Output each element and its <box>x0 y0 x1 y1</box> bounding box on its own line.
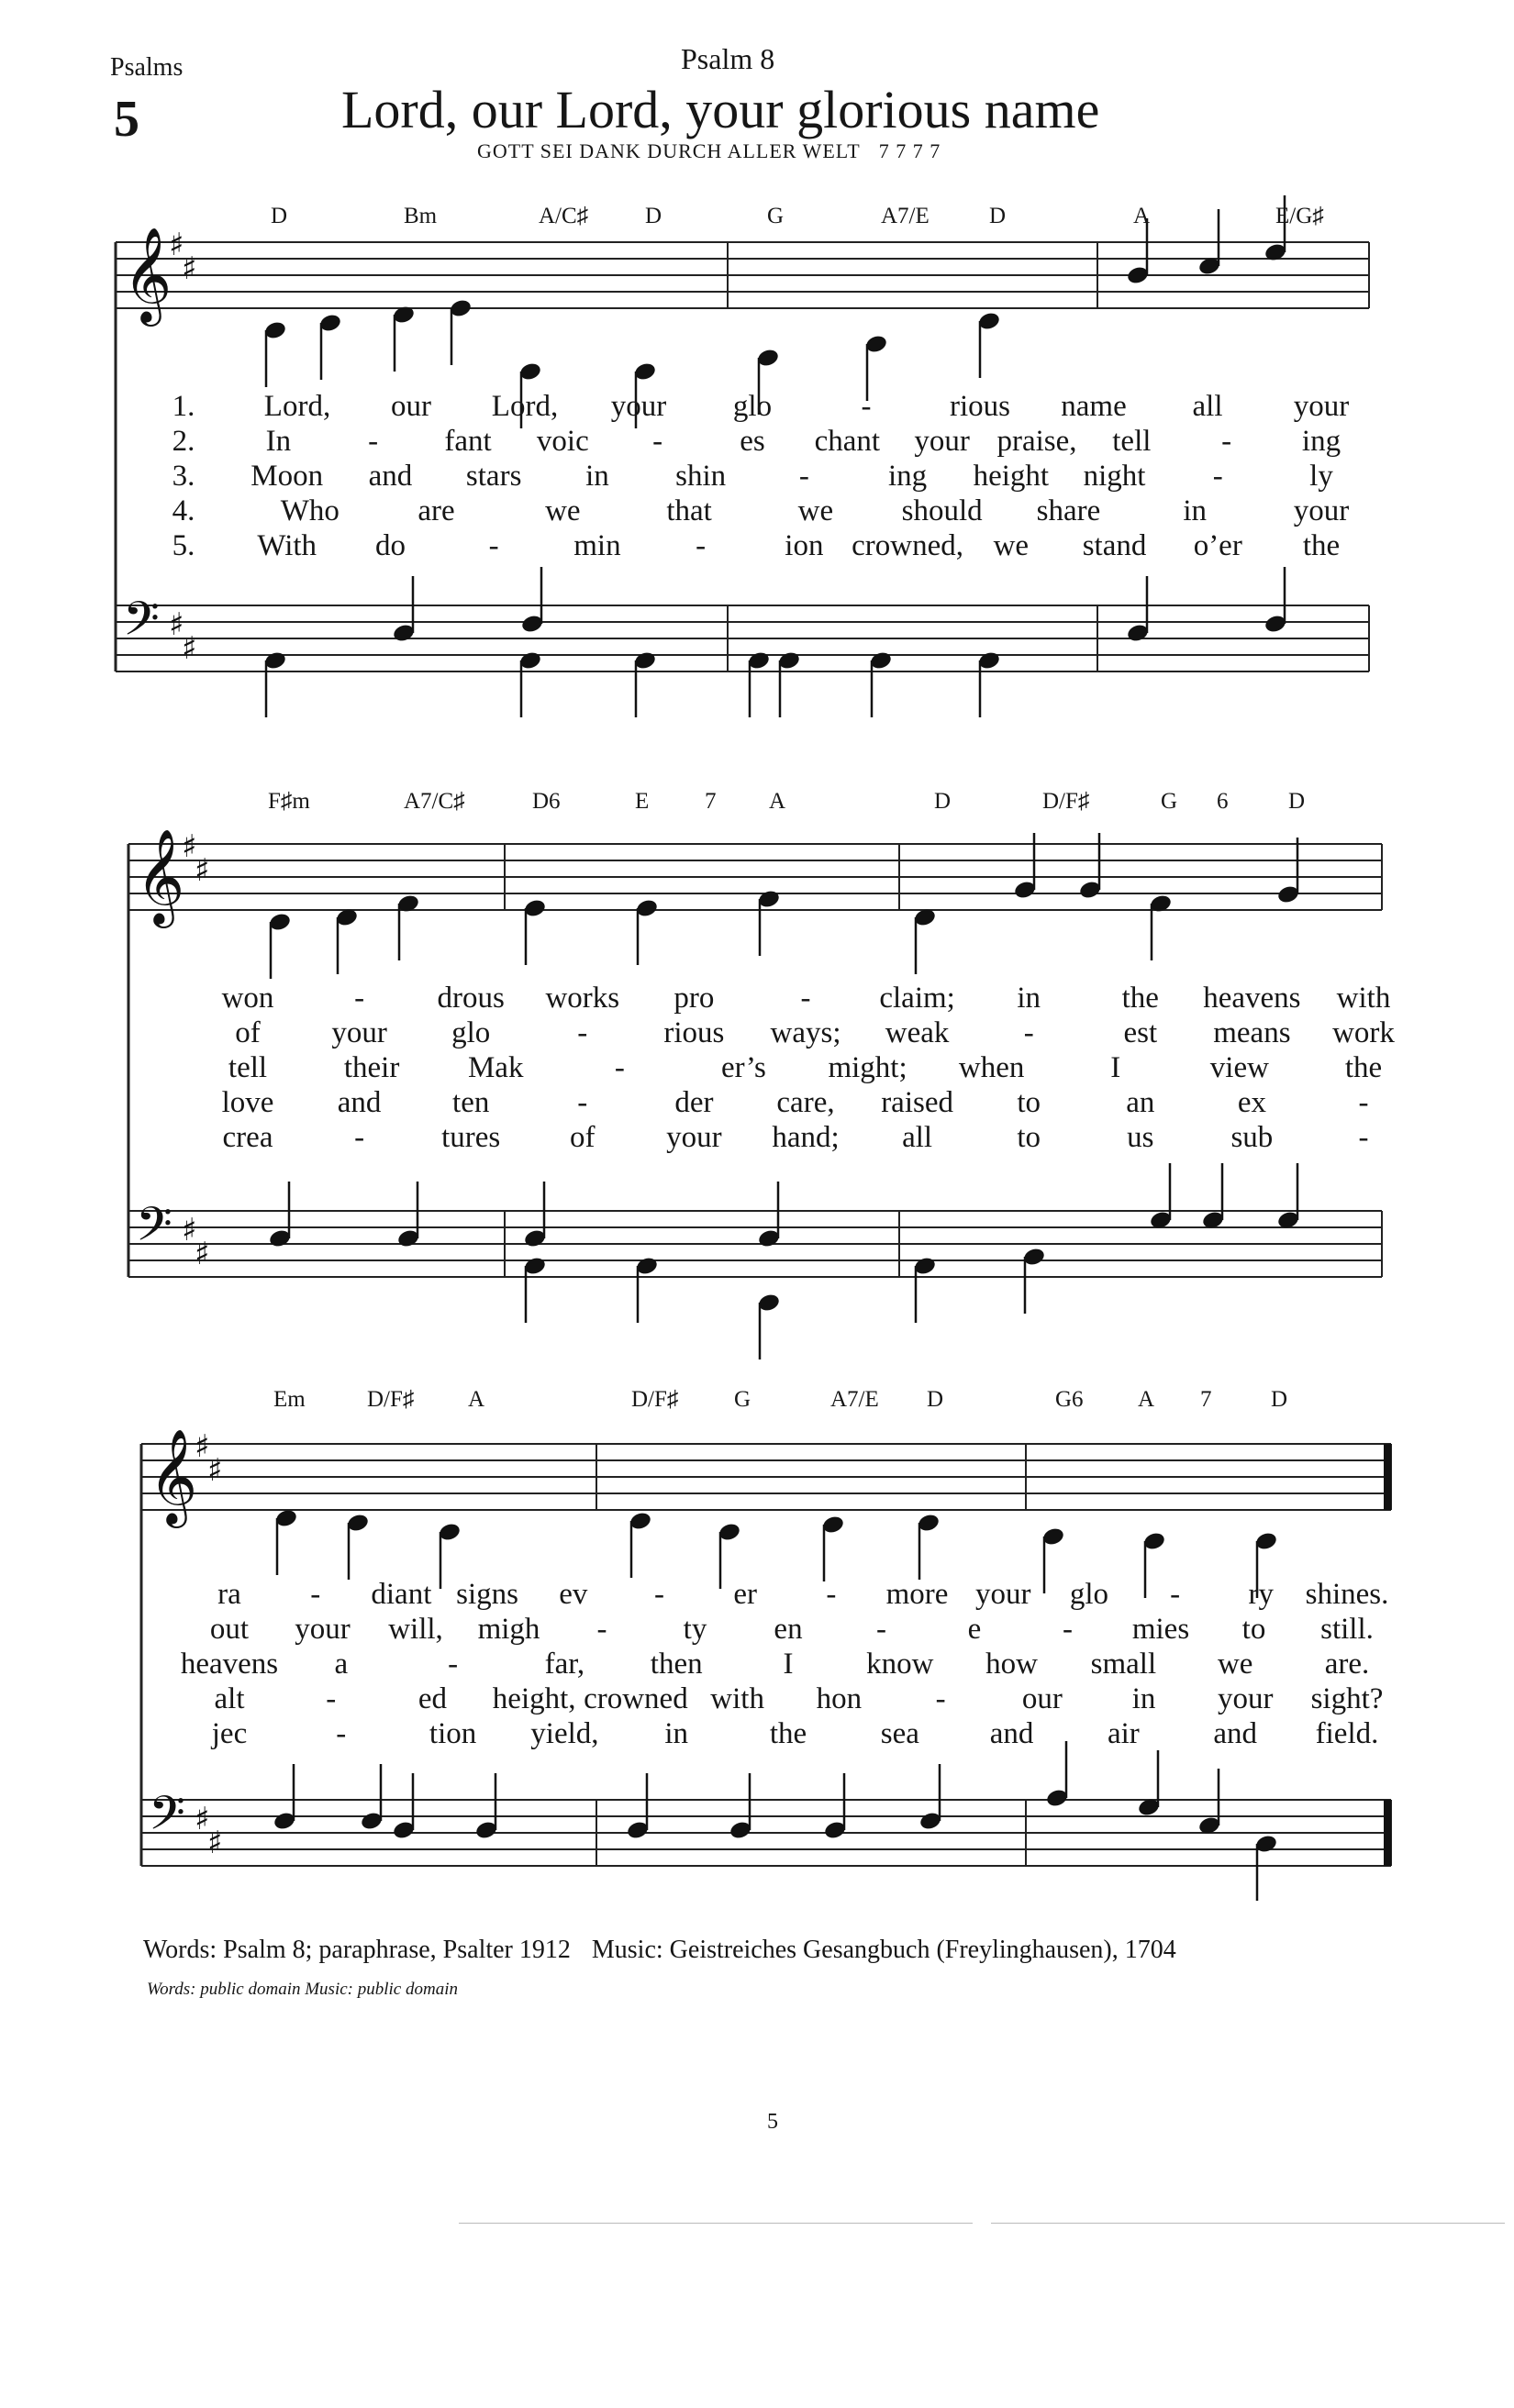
lyric-syllable: and <box>368 460 413 493</box>
lyric-syllable: out <box>209 1613 250 1646</box>
lyric-syllable: us <box>1127 1121 1154 1154</box>
lyric-syllable: - <box>614 1051 625 1084</box>
lyric-syllable: more <box>885 1578 949 1611</box>
chord-symbol: 6 <box>1217 789 1229 814</box>
chord-symbol: G <box>734 1387 751 1412</box>
lyric-syllable: works <box>545 982 620 1015</box>
lyric-syllable: stand <box>1082 529 1147 562</box>
lyric-syllable: care, <box>776 1086 835 1119</box>
key-signature-sharp-icon: ♯ <box>182 630 197 667</box>
lyric-syllable: view <box>1209 1051 1269 1084</box>
lyric-syllable: to <box>1241 1613 1266 1646</box>
lyric-syllable: shines. <box>1305 1578 1389 1611</box>
lyric-syllable: ra <box>217 1578 241 1611</box>
lyric-syllable: are. <box>1324 1648 1370 1681</box>
lyric-syllable: of <box>235 1016 261 1049</box>
page-number: 5 <box>767 2110 778 2134</box>
lyric-syllable: your <box>914 425 970 458</box>
chord-symbol: D <box>989 204 1007 228</box>
lyric-syllable: Who <box>280 494 340 527</box>
lyric-syllable: then <box>650 1648 703 1681</box>
lyric-syllable: work <box>1332 1016 1395 1049</box>
lyric-syllable: in <box>585 460 609 493</box>
lyric-syllable: rious <box>950 390 1010 423</box>
key-signature-sharp-icon: ♯ <box>195 1801 210 1837</box>
lyric-syllable: the <box>1121 982 1159 1015</box>
chord-symbol: A <box>1133 204 1151 228</box>
chord-symbol: D <box>271 204 288 228</box>
treble-clef-icon: 𝄞 <box>149 1428 198 1525</box>
lyric-syllable: With <box>257 529 317 562</box>
hymn-title: Lord, our Lord, your glorious name <box>341 80 1100 139</box>
lyric-syllable: means <box>1213 1016 1291 1049</box>
section-label: Psalms <box>110 53 184 82</box>
lyric-syllable: drous <box>437 982 505 1015</box>
lyric-syllable: in <box>1017 982 1041 1015</box>
lyric-syllable: voic <box>536 425 589 458</box>
chord-symbol: G <box>767 204 785 228</box>
lyric-syllable: an <box>1126 1086 1155 1119</box>
bass-clef-icon: 𝄢 <box>149 1785 185 1852</box>
lyric-syllable: and <box>1213 1717 1258 1750</box>
lyric-syllable: chant <box>814 425 881 458</box>
lyric-syllable: love <box>221 1086 274 1119</box>
lyric-syllable: name <box>1061 390 1127 423</box>
chord-symbol: D <box>645 204 662 228</box>
lyric-syllable: - <box>488 529 499 562</box>
chord-symbol: E <box>635 789 650 814</box>
chord-symbol: A7/E <box>830 1387 879 1412</box>
lyric-syllable: your <box>610 390 667 423</box>
chord-symbol: D <box>1288 789 1306 814</box>
lyric-syllable: - <box>326 1682 337 1715</box>
lyric-syllable: small <box>1090 1648 1157 1681</box>
key-signature-sharp-icon: ♯ <box>207 1452 223 1489</box>
key-signature-sharp-icon: ♯ <box>182 250 197 287</box>
lyric-syllable: ten <box>452 1086 490 1119</box>
treble-clef-icon: 𝄞 <box>136 828 185 925</box>
final-barline <box>1384 1800 1391 1866</box>
lyric-syllable: we <box>797 494 834 527</box>
words-credit: Words: Psalm 8; paraphrase, Psalter 1912 <box>143 1936 571 1964</box>
lyric-syllable: and <box>989 1717 1034 1750</box>
lyric-syllable: still. <box>1320 1613 1374 1646</box>
lyric-syllable: the <box>1344 1051 1383 1084</box>
lyric-syllable: their <box>343 1051 400 1084</box>
lyric-syllable: I <box>783 1648 794 1681</box>
key-signature-sharp-icon: ♯ <box>182 1212 197 1248</box>
lyric-syllable: all <box>902 1121 933 1154</box>
lyric-syllable: Moon <box>250 460 324 493</box>
key-signature-sharp-icon: ♯ <box>182 828 197 865</box>
lyric-syllable: all <box>1192 390 1223 423</box>
lyric-syllable: - <box>1212 460 1223 493</box>
lyric-syllable: your <box>1218 1682 1274 1715</box>
lyric-syllable: ly <box>1309 460 1333 493</box>
chord-symbol: A <box>769 789 786 814</box>
lyric-syllable: o’er <box>1193 529 1242 562</box>
lyric-syllable: - <box>354 1121 365 1154</box>
lyric-syllable: - <box>1063 1613 1073 1646</box>
lyric-syllable: Lord, <box>491 390 559 423</box>
lyric-syllable: Mak <box>467 1051 524 1084</box>
lyric-syllable: ev <box>559 1578 588 1611</box>
lyric-syllable: tell <box>228 1051 268 1084</box>
lyric-syllable: 4. <box>172 494 195 527</box>
chord-symbol: A7/E <box>881 204 930 228</box>
lyric-syllable: tion <box>429 1717 477 1750</box>
lyric-syllable: est <box>1123 1016 1158 1049</box>
lyric-syllable: to <box>1017 1086 1041 1119</box>
lyric-syllable: of <box>570 1121 596 1154</box>
lyric-syllable: ing <box>1301 425 1341 458</box>
lyric-syllable: night <box>1083 460 1146 493</box>
chord-symbol: A7/C♯ <box>404 789 465 814</box>
chord-symbol: D/F♯ <box>367 1387 415 1412</box>
lyric-syllable: ex <box>1237 1086 1266 1119</box>
lyric-syllable: are <box>417 494 455 527</box>
lyric-syllable: - <box>935 1682 946 1715</box>
lyric-syllable: air <box>1107 1717 1140 1750</box>
chord-symbol: A <box>1138 1387 1155 1412</box>
lyric-syllable: we <box>993 529 1030 562</box>
lyric-syllable: signs <box>456 1578 518 1611</box>
hymn-number: 5 <box>114 91 139 148</box>
lyric-syllable: ion <box>785 529 824 562</box>
chord-symbol: F♯m <box>268 789 310 814</box>
lyric-syllable: sight? <box>1310 1682 1384 1715</box>
lyric-syllable: with <box>710 1682 764 1715</box>
lyric-syllable: that <box>666 494 712 527</box>
chord-symbol: G6 <box>1055 1387 1084 1412</box>
lyric-syllable: yield, <box>530 1717 599 1750</box>
chord-symbol: A <box>468 1387 485 1412</box>
lyric-syllable: share <box>1036 494 1101 527</box>
lyric-syllable: won <box>221 982 274 1015</box>
lyric-syllable: migh <box>477 1613 540 1646</box>
lyric-syllable: your <box>1293 494 1350 527</box>
chord-symbol: G <box>1161 789 1178 814</box>
lyric-syllable: might; <box>828 1051 907 1084</box>
lyric-syllable: 5. <box>172 529 195 562</box>
lyric-syllable: to <box>1017 1121 1041 1154</box>
lyric-syllable: your <box>974 1578 1031 1611</box>
bass-clef-icon: 𝄢 <box>136 1196 173 1263</box>
copyright-note: Words: public domain Music: public domain <box>147 1980 458 1999</box>
lyric-syllable: 1. <box>172 390 195 423</box>
chord-symbol: D/F♯ <box>631 1387 679 1412</box>
chord-symbol: D <box>1271 1387 1288 1412</box>
lyric-syllable: jec <box>211 1717 248 1750</box>
chord-symbol: E/G♯ <box>1275 204 1324 228</box>
lyric-syllable: - <box>368 425 379 458</box>
lyric-syllable: the <box>769 1717 807 1750</box>
chord-symbol: D <box>927 1387 944 1412</box>
lyric-syllable: alt <box>214 1682 245 1715</box>
lyric-syllable: our <box>391 390 431 423</box>
lyric-syllable: our <box>1021 1682 1063 1715</box>
key-signature-sharp-icon: ♯ <box>195 1236 210 1272</box>
lyric-syllable: fant <box>444 425 492 458</box>
lyric-syllable: es <box>740 425 765 458</box>
chord-symbol: Bm <box>404 204 438 228</box>
lyric-syllable: praise, <box>996 425 1077 458</box>
lyric-syllable: we <box>1217 1648 1253 1681</box>
lyric-syllable: - <box>1221 425 1232 458</box>
lyric-syllable: - <box>596 1613 607 1646</box>
lyric-syllable: a <box>334 1648 349 1681</box>
lyric-syllable: stars <box>465 460 522 493</box>
lyric-syllable: diant <box>371 1578 432 1611</box>
lyric-syllable: - <box>696 529 707 562</box>
final-barline <box>1384 1444 1391 1510</box>
lyric-syllable: height, <box>492 1682 576 1715</box>
lyric-syllable: sea <box>880 1717 919 1750</box>
lyric-syllable: ways; <box>770 1016 841 1049</box>
lyric-syllable: shin <box>675 460 727 493</box>
music-credit: Music: Geistreiches Gesangbuch (Freylinghausen), 1704 <box>591 1936 1176 1964</box>
lyric-syllable: ty <box>683 1613 707 1646</box>
lyric-syllable: in <box>664 1717 689 1750</box>
key-signature-sharp-icon: ♯ <box>207 1825 223 1861</box>
lyric-syllable: der <box>674 1086 714 1119</box>
lyric-syllable: In <box>265 425 292 458</box>
lyric-syllable: - <box>577 1086 588 1119</box>
lyric-syllable: pro <box>674 982 715 1015</box>
lyric-syllable: - <box>876 1613 886 1646</box>
tune-name: GOTT SEI DANK DURCH ALLER WELT <box>477 139 861 162</box>
psalm-reference: Psalm 8 <box>681 42 775 75</box>
lyric-syllable: heavens <box>1203 982 1301 1015</box>
lyric-syllable: height <box>973 460 1050 493</box>
lyric-syllable: know <box>866 1648 934 1681</box>
lyric-syllable: glo <box>732 390 773 423</box>
lyric-syllable: - <box>861 390 872 423</box>
lyric-syllable: with <box>1336 982 1391 1015</box>
lyric-syllable: - <box>826 1578 837 1611</box>
chord-symbol: D/F♯ <box>1042 789 1090 814</box>
lyric-syllable: - <box>354 982 365 1015</box>
lyric-syllable: - <box>798 460 809 493</box>
credits <box>143 1936 1176 1965</box>
lyric-syllable: weak <box>885 1016 950 1049</box>
lyric-syllable: - <box>310 1578 321 1611</box>
lyric-syllable: crowned, <box>852 529 964 562</box>
lyric-syllable: en <box>774 1613 803 1646</box>
lyric-syllable: ry <box>1248 1578 1275 1611</box>
lyric-syllable: Lord, <box>263 390 331 423</box>
chord-symbol: D6 <box>532 789 561 814</box>
key-signature-sharp-icon: ♯ <box>195 852 210 889</box>
lyric-syllable: ed <box>417 1682 448 1715</box>
lyric-syllable: min <box>573 529 621 562</box>
lyric-syllable: - <box>653 1578 664 1611</box>
lyric-syllable: your <box>1293 390 1350 423</box>
lyric-syllable: when <box>958 1051 1025 1084</box>
lyric-syllable: your <box>666 1121 722 1154</box>
chord-symbol: Em <box>273 1387 306 1412</box>
lyric-syllable: field. <box>1315 1717 1379 1750</box>
key-signature-sharp-icon: ♯ <box>195 1428 210 1465</box>
key-signature-sharp-icon: ♯ <box>169 606 184 643</box>
meter: 7 7 7 7 <box>878 139 941 162</box>
lyric-syllable: tures <box>441 1121 501 1154</box>
lyric-syllable: - <box>800 982 811 1015</box>
lyric-syllable: mies <box>1131 1613 1190 1646</box>
lyric-syllable: hon <box>816 1682 863 1715</box>
lyric-syllable: will, <box>388 1613 443 1646</box>
lyric-syllable: your <box>331 1016 387 1049</box>
lyric-syllable: tell <box>1112 425 1152 458</box>
lyric-syllable: claim; <box>879 982 955 1015</box>
footer-rule-right <box>991 2223 1505 2224</box>
lyric-syllable: - <box>577 1016 588 1049</box>
bass-clef-icon: 𝄢 <box>123 591 160 658</box>
lyric-syllable: ing <box>887 460 928 493</box>
lyric-syllable: heavens <box>180 1648 279 1681</box>
lyric-syllable: the <box>1302 529 1341 562</box>
lyric-syllable: hand; <box>772 1121 840 1154</box>
lyric-syllable: - <box>336 1717 347 1750</box>
lyric-syllable: - <box>1170 1578 1181 1611</box>
lyric-syllable: - <box>448 1648 459 1681</box>
lyric-syllable: glo <box>1069 1578 1109 1611</box>
lyric-syllable: raised <box>881 1086 953 1119</box>
chord-symbol: 7 <box>1200 1387 1212 1412</box>
lyric-syllable: 2. <box>172 425 195 458</box>
key-signature-sharp-icon: ♯ <box>169 227 184 263</box>
lyric-syllable: glo <box>451 1016 491 1049</box>
lyric-syllable: should <box>901 494 983 527</box>
lyric-syllable: - <box>1358 1121 1369 1154</box>
lyric-syllable: er’s <box>721 1051 766 1084</box>
lyric-syllable: far, <box>544 1648 585 1681</box>
lyric-syllable: how <box>985 1648 1039 1681</box>
footer-rule-left <box>459 2223 973 2224</box>
lyric-syllable: we <box>545 494 581 527</box>
lyric-syllable: sub <box>1230 1121 1274 1154</box>
lyric-syllable: - <box>652 425 663 458</box>
chord-symbol: 7 <box>705 789 717 814</box>
chord-symbol: A/C♯ <box>539 204 589 228</box>
lyric-syllable: e <box>967 1613 982 1646</box>
treble-clef-icon: 𝄞 <box>123 227 173 323</box>
lyric-syllable: crowned <box>584 1682 688 1715</box>
lyric-syllable: in <box>1183 494 1208 527</box>
chord-symbol: D <box>934 789 952 814</box>
lyric-syllable: - <box>1358 1086 1369 1119</box>
lyric-syllable: 3. <box>172 460 195 493</box>
lyric-syllable: crea <box>222 1121 273 1154</box>
lyric-syllable: and <box>337 1086 382 1119</box>
lyric-syllable: - <box>1023 1016 1034 1049</box>
lyric-syllable: er <box>733 1578 757 1611</box>
lyric-syllable: in <box>1131 1682 1156 1715</box>
lyric-syllable: rious <box>663 1016 725 1049</box>
lyric-syllable: I <box>1110 1051 1121 1084</box>
lyric-syllable: do <box>374 529 406 562</box>
lyric-syllable: your <box>295 1613 351 1646</box>
